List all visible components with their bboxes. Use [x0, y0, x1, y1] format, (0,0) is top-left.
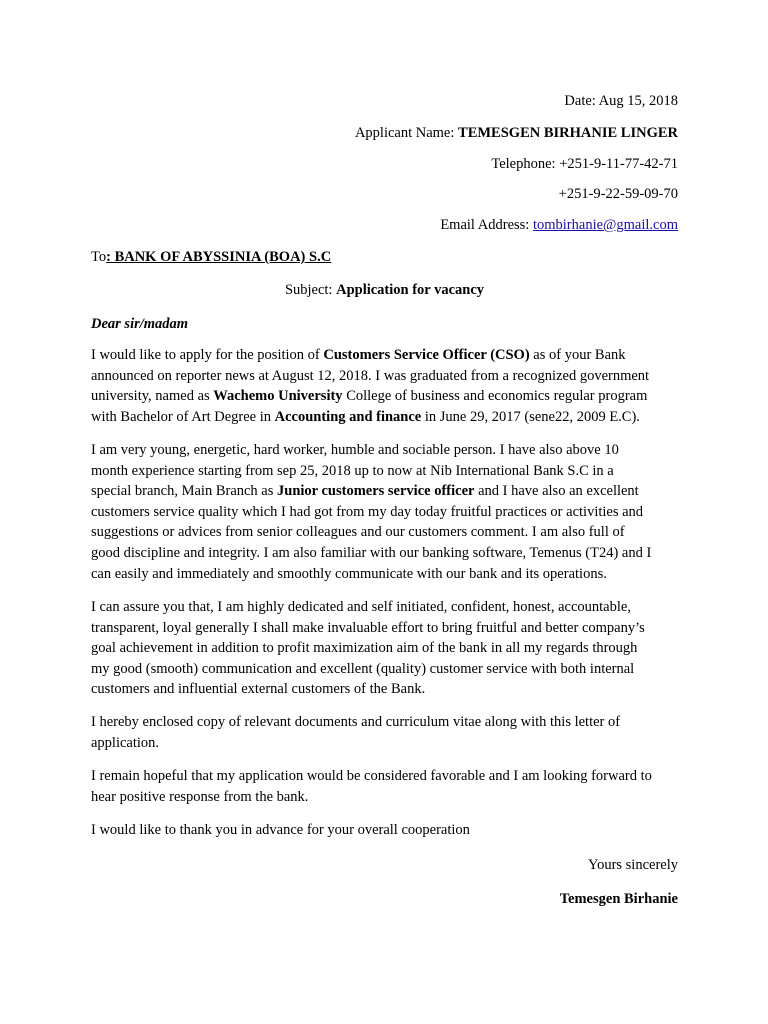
paragraph-3 — [91, 597, 678, 700]
p5-line-2: hear positive response from the bank. — [91, 788, 309, 805]
p2-line-5: suggestions or advices from senior colleagues and our customers comment. I am also full of — [91, 524, 625, 541]
paragraph-5 — [91, 766, 678, 807]
p2-line-1: I am very young, energetic, hard worker, humble and sociable person. I have also above 10 — [91, 442, 619, 458]
subject-line — [91, 281, 678, 299]
email-label: Email Address: — [440, 217, 533, 233]
p2-line-2: month experience starting from sep 25, 2018 up to now at Nib International Bank S.C in a — [91, 462, 614, 479]
p1-line-4: with Bachelor of Art Degree in Accounting and finance in June 29, 2017 (sene22, 2009 E.C). — [91, 408, 640, 425]
p4-line-2: application. — [91, 734, 160, 751]
applicant-label: Applicant Name: — [354, 125, 459, 141]
p5-line-1: I remain hopeful that my application would be considered favorable and I am looking forward to — [91, 768, 652, 784]
recipient-line — [91, 248, 331, 266]
paragraph-4 — [91, 712, 678, 753]
signature-line — [560, 890, 678, 908]
paragraph-2 — [91, 440, 678, 584]
p2-line-6: good discipline and integrity. I am also familiar with our banking software, Temenus (T24) and I — [91, 544, 652, 561]
p2-line-4: customers service quality which I had got from my day today fruitful practices or activities and — [91, 503, 644, 520]
telephone-primary: Telephone: +251-9-11-77-42-71 — [491, 156, 678, 172]
email-line — [440, 216, 678, 234]
p3-line-2: transparent, loyal generally I shall make invaluable effort to bring fruitful and better company’s — [91, 619, 645, 636]
subject-label: Subject: — [284, 282, 337, 298]
paragraph-6 — [91, 820, 678, 841]
salutation-text: Dear sir/madam — [91, 316, 189, 332]
letter-date: Date: Aug 15, 2018 — [564, 93, 678, 109]
p3-line-4: my good (smooth) communication and excellent (quality) customer service with both internal — [91, 660, 635, 677]
signature-name: Temesgen Birhanie — [559, 891, 678, 907]
p4-line-1: I hereby enclosed copy of relevant documents and curriculum vitae along with this letter of — [91, 714, 621, 730]
to-label: To — [91, 249, 107, 265]
letter-page — [91, 0, 678, 1024]
p1-line-3: university, named as Wachemo University College of business and economics regular program — [91, 388, 648, 405]
p1-line-2: announced on reporter news at August 12, 2018. I was graduated from a recognized government — [91, 367, 650, 384]
email-link[interactable]: tombirhanie@gmail.com — [532, 217, 678, 233]
p1-line-1: I would like to apply for the position of Customers Service Officer (CSO) as of your Bank — [91, 347, 626, 363]
p3-line-1: I can assure you that, I am highly dedicated and self initiated, confident, honest, accountable, — [91, 599, 631, 615]
p3-line-3: goal achievement in addition to profit maximization aim of the bank in all my regards through — [91, 640, 638, 657]
applicant-name: TEMESGEN BIRHANIE LINGER — [458, 125, 678, 141]
p2-line-7: can easily and immediately and smoothly communicate with our bank and its operations. — [91, 565, 607, 582]
telephone-secondary: +251-9-22-59-09-70 — [558, 186, 678, 202]
salutation — [91, 315, 188, 333]
paragraph-1 — [91, 345, 678, 427]
recipient-name: : BANK OF ABYSSINIA (BOA) S.C — [106, 249, 332, 265]
closing: Yours sincerely — [588, 857, 678, 873]
applicant-name-line — [355, 124, 678, 142]
p6-line-1: I would like to thank you in advance for your overall cooperation — [91, 822, 470, 838]
p2-line-3: special branch, Main Branch as Junior customers service officer and I have also an excellent — [91, 483, 639, 500]
subject-text: Application for vacancy — [336, 282, 485, 298]
p3-line-5: customers and influential external customers of the Bank. — [91, 681, 426, 698]
